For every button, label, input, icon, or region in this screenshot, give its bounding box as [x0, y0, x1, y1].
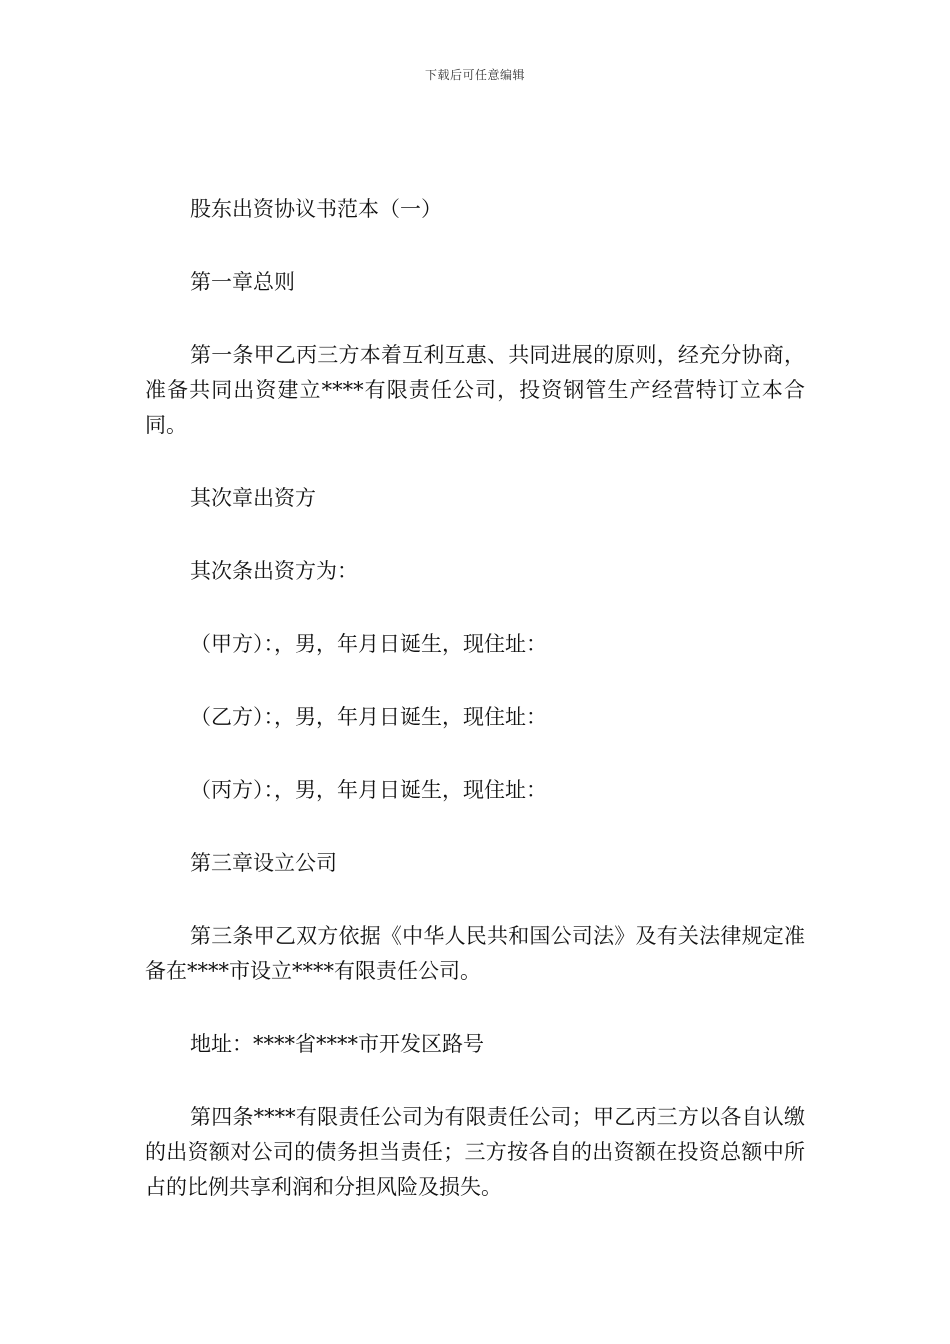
article-4: 第四条****有限责任公司为有限责任公司；甲乙丙三方以各自认缴的出资额对公司的债务担当责任；三方按各自的出资额在投资总额中所占的比例共享利润和分担风险及损失。 [145, 1105, 805, 1199]
article-1: 第一条甲乙丙三方本着互利互惠、共同进展的原则，经充分协商，准备共同出资建立****有限责任公司，投资钢管生产经营特订立本合同。 [145, 343, 805, 437]
chapter-1-heading: 第一章总则 [190, 270, 295, 294]
chapter-2-heading: 其次章出资方 [190, 486, 316, 510]
party-b-line: （乙方）：，男，年月日诞生，现住址： [190, 705, 547, 729]
document-title: 股东出资协议书范本（一） [190, 197, 442, 221]
party-a-line: （甲方）：，男，年月日诞生，现住址： [190, 632, 547, 656]
chapter-3-heading: 第三章设立公司 [190, 851, 337, 875]
party-c-line: （丙方）：，男，年月日诞生，现住址： [190, 778, 547, 802]
article-2: 其次条出资方为： [190, 559, 358, 583]
page-header-note: 下载后可任意编辑 [424, 68, 525, 82]
company-address: 地址：****省****市开发区路号 [190, 1032, 484, 1056]
article-3: 第三条甲乙双方依据《中华人民共和国公司法》及有关法律规定准备在****市设立****有限责任公司。 [145, 924, 805, 983]
document-body [145, 192, 805, 1205]
